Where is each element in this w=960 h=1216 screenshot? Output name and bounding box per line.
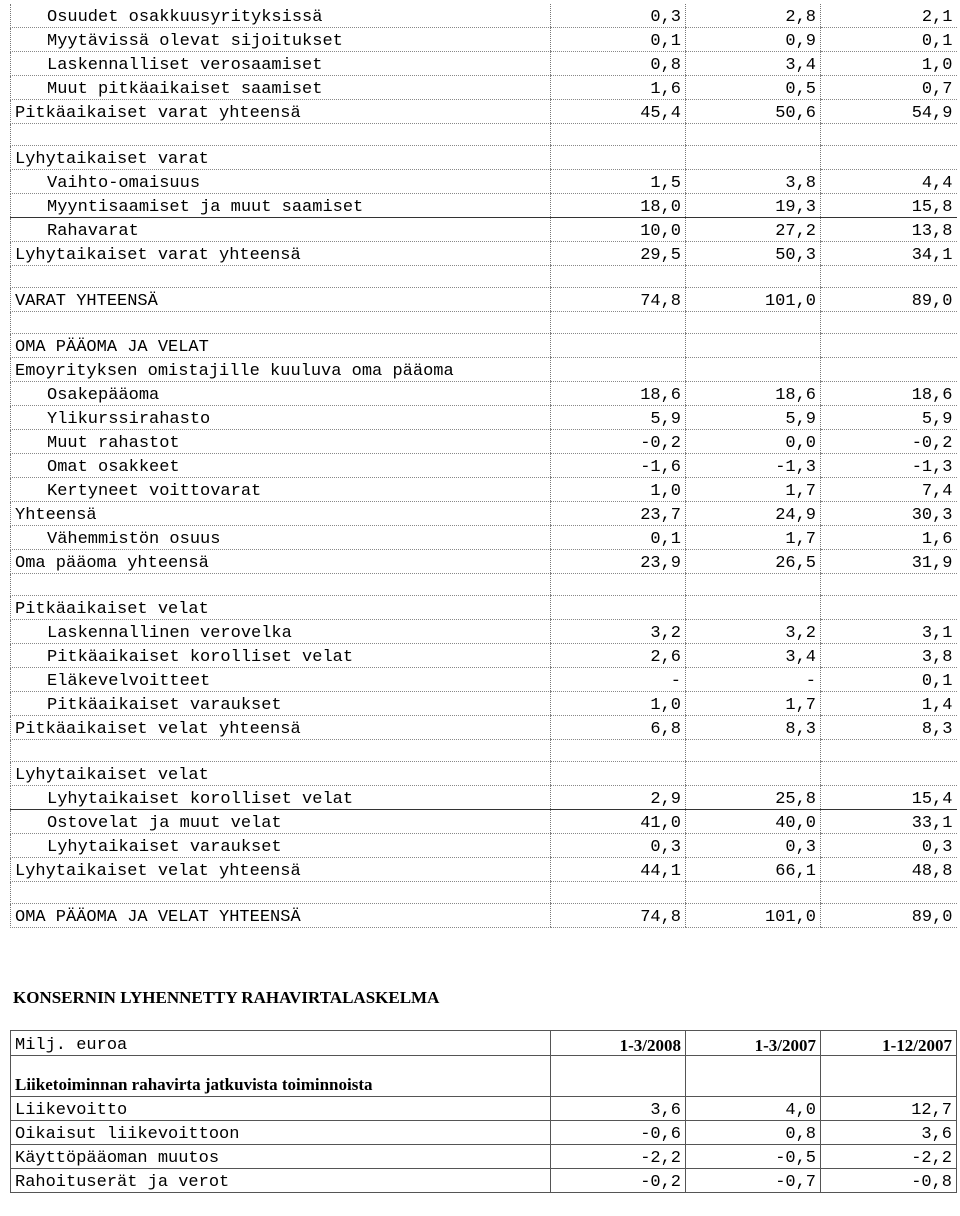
value-col-2: 26,5 <box>686 550 821 574</box>
table-row <box>11 620 957 644</box>
row-label: Käyttöpääoman muutos <box>11 1145 551 1169</box>
value-col-1: 3,2 <box>551 620 686 644</box>
section-title: Liiketoiminnan rahavirta jatkuvista toiminnoista <box>11 1056 551 1097</box>
value-col-3: 15,8 <box>821 194 957 218</box>
value-col-1 <box>551 740 686 762</box>
row-label: Muut rahastot <box>11 430 551 454</box>
row-label: OMA PÄÄOMA JA VELAT YHTEENSÄ <box>11 904 551 928</box>
table-row <box>11 596 957 620</box>
value-col-2 <box>686 334 821 358</box>
value-col-1: 44,1 <box>551 858 686 882</box>
value-col-2: 50,6 <box>686 100 821 124</box>
table-row <box>11 218 957 242</box>
section-title-row <box>11 1056 957 1097</box>
table-row <box>11 382 957 406</box>
value-col-3: 0,7 <box>821 76 957 100</box>
table-row <box>11 668 957 692</box>
value-col-2: 101,0 <box>686 288 821 312</box>
value-col-3: 13,8 <box>821 218 957 242</box>
value-col-2: 1,7 <box>686 526 821 550</box>
row-label: Lyhytaikaiset velat yhteensä <box>11 858 551 882</box>
value-col-1 <box>551 882 686 904</box>
value-col-1: -2,2 <box>551 1145 686 1169</box>
row-label: Vähemmistön osuus <box>11 526 551 550</box>
row-label: Pitkäaikaiset korolliset velat <box>11 644 551 668</box>
value-col-3 <box>821 358 957 382</box>
table-row <box>11 312 957 334</box>
value-col-3: 0,3 <box>821 834 957 858</box>
value-col-3: 89,0 <box>821 904 957 928</box>
value-col-1 <box>551 574 686 596</box>
row-label <box>11 312 551 334</box>
value-col-2: 19,3 <box>686 194 821 218</box>
value-col-3 <box>821 334 957 358</box>
row-label: Laskennallinen verovelka <box>11 620 551 644</box>
value-col-1 <box>551 312 686 334</box>
value-col-2 <box>686 358 821 382</box>
row-label: Rahavarat <box>11 218 551 242</box>
value-col-1: 5,9 <box>551 406 686 430</box>
row-label: Muut pitkäaikaiset saamiset <box>11 76 551 100</box>
value-col-2: - <box>686 668 821 692</box>
value-col-1: 23,9 <box>551 550 686 574</box>
row-label: Oikaisut liikevoittoon <box>11 1121 551 1145</box>
value-col-2: 18,6 <box>686 382 821 406</box>
row-label <box>11 574 551 596</box>
unit-label: Milj. euroa <box>11 1031 551 1056</box>
row-label: Lyhytaikaiset velat <box>11 762 551 786</box>
value-col-3: 8,3 <box>821 716 957 740</box>
value-col-1: 0,3 <box>551 4 686 28</box>
value-col-2 <box>686 146 821 170</box>
value-col-3: 54,9 <box>821 100 957 124</box>
value-col-1 <box>551 762 686 786</box>
table-row <box>11 100 957 124</box>
value-col-1 <box>551 334 686 358</box>
cash-flow-header-row <box>11 1031 957 1056</box>
value-col-3: 4,4 <box>821 170 957 194</box>
table-row <box>11 28 957 52</box>
value-col-2 <box>686 312 821 334</box>
value-col-2: 0,0 <box>686 430 821 454</box>
value-col-1: 10,0 <box>551 218 686 242</box>
value-col-2: 0,5 <box>686 76 821 100</box>
value-col-2 <box>686 574 821 596</box>
value-col-2: 3,4 <box>686 52 821 76</box>
value-col-2: 27,2 <box>686 218 821 242</box>
value-col-2: 1,7 <box>686 692 821 716</box>
row-label: Lyhytaikaiset varaukset <box>11 834 551 858</box>
column-header-3: 1-12/2007 <box>821 1031 957 1056</box>
value-col-2: 5,9 <box>686 406 821 430</box>
value-col-1: 29,5 <box>551 242 686 266</box>
table-row <box>11 692 957 716</box>
value-col-3: 15,4 <box>821 786 957 810</box>
row-label: Laskennalliset verosaamiset <box>11 52 551 76</box>
table-row <box>11 834 957 858</box>
row-label: Osuudet osakkuusyrityksissä <box>11 4 551 28</box>
row-label: Pitkäaikaiset velat yhteensä <box>11 716 551 740</box>
table-row <box>11 810 957 834</box>
table-row <box>11 288 957 312</box>
value-col-1: - <box>551 668 686 692</box>
row-label: Kertyneet voittovarat <box>11 478 551 502</box>
value-col-2: 1,7 <box>686 478 821 502</box>
table-row <box>11 358 957 382</box>
row-label: VARAT YHTEENSÄ <box>11 288 551 312</box>
value-col-3 <box>821 596 957 620</box>
row-label: OMA PÄÄOMA JA VELAT <box>11 334 551 358</box>
row-label: Pitkäaikaiset varaukset <box>11 692 551 716</box>
value-col-2: 4,0 <box>686 1097 821 1121</box>
value-col-3 <box>821 312 957 334</box>
value-col-2: -0,5 <box>686 1145 821 1169</box>
value-col-2 <box>686 740 821 762</box>
value-col-3: 89,0 <box>821 288 957 312</box>
value-col-3: 18,6 <box>821 382 957 406</box>
value-col-1: -0,2 <box>551 430 686 454</box>
balance-sheet-table <box>10 4 957 928</box>
value-col-1: 74,8 <box>551 288 686 312</box>
table-row <box>11 762 957 786</box>
value-col-2: 66,1 <box>686 858 821 882</box>
table-row <box>11 574 957 596</box>
row-label: Myyntisaamiset ja muut saamiset <box>11 194 551 218</box>
column-header-1: 1-3/2008 <box>551 1031 686 1056</box>
value-col-3: 3,8 <box>821 644 957 668</box>
table-row <box>11 146 957 170</box>
table-row <box>11 1145 957 1169</box>
row-label: Omat osakkeet <box>11 454 551 478</box>
cash-flow-body <box>11 1097 957 1193</box>
value-col-3 <box>821 266 957 288</box>
value-col-3 <box>821 882 957 904</box>
row-label: Ylikurssirahasto <box>11 406 551 430</box>
table-row <box>11 430 957 454</box>
value-col-2: -1,3 <box>686 454 821 478</box>
table-row <box>11 194 957 218</box>
table-row <box>11 266 957 288</box>
value-col-3 <box>821 574 957 596</box>
value-col-1: 1,0 <box>551 692 686 716</box>
table-row <box>11 334 957 358</box>
table-row <box>11 904 957 928</box>
row-label: Pitkäaikaiset varat yhteensä <box>11 100 551 124</box>
value-col-1 <box>551 266 686 288</box>
table-row <box>11 716 957 740</box>
value-col-1 <box>551 596 686 620</box>
row-label: Lyhytaikaiset varat <box>11 146 551 170</box>
value-col-2: 25,8 <box>686 786 821 810</box>
value-col-2 <box>686 266 821 288</box>
value-col-1: 3,6 <box>551 1097 686 1121</box>
value-col-3: 30,3 <box>821 502 957 526</box>
row-label: Emoyrityksen omistajille kuuluva oma pääoma <box>11 358 551 382</box>
value-col-3: -0,8 <box>821 1169 957 1193</box>
row-label: Pitkäaikaiset velat <box>11 596 551 620</box>
value-col-1: 0,3 <box>551 834 686 858</box>
value-col-3: 0,1 <box>821 28 957 52</box>
value-col-3: 7,4 <box>821 478 957 502</box>
value-col-3: 34,1 <box>821 242 957 266</box>
row-label: Osakepääoma <box>11 382 551 406</box>
value-col-2: 8,3 <box>686 716 821 740</box>
value-col-2: 3,4 <box>686 644 821 668</box>
row-label: Yhteensä <box>11 502 551 526</box>
value-col-1: 2,9 <box>551 786 686 810</box>
value-col-2: 0,8 <box>686 1121 821 1145</box>
value-col-2: 50,3 <box>686 242 821 266</box>
row-label: Lyhytaikaiset varat yhteensä <box>11 242 551 266</box>
value-col-2 <box>686 124 821 146</box>
row-label: Lyhytaikaiset korolliset velat <box>11 786 551 810</box>
value-col-3: -1,3 <box>821 454 957 478</box>
table-row <box>11 502 957 526</box>
row-label: Vaihto-omaisuus <box>11 170 551 194</box>
row-label: Eläkevelvoitteet <box>11 668 551 692</box>
value-col-2: 0,3 <box>686 834 821 858</box>
value-col-2: -0,7 <box>686 1169 821 1193</box>
value-col-1: 18,6 <box>551 382 686 406</box>
value-col-1: -0,6 <box>551 1121 686 1145</box>
table-row <box>11 740 957 762</box>
value-col-2: 2,8 <box>686 4 821 28</box>
value-col-3: 1,0 <box>821 52 957 76</box>
value-col-1: 23,7 <box>551 502 686 526</box>
table-row <box>11 52 957 76</box>
value-col-1: 0,8 <box>551 52 686 76</box>
value-col-2 <box>686 762 821 786</box>
value-col-1: 1,0 <box>551 478 686 502</box>
balance-sheet-body <box>11 4 957 928</box>
value-col-1: 2,6 <box>551 644 686 668</box>
table-row <box>11 882 957 904</box>
value-col-3 <box>821 762 957 786</box>
value-col-1: 41,0 <box>551 810 686 834</box>
value-col-2: 3,8 <box>686 170 821 194</box>
value-col-3: 12,7 <box>821 1097 957 1121</box>
value-col-1: 1,5 <box>551 170 686 194</box>
value-col-2: 24,9 <box>686 502 821 526</box>
value-col-3: -2,2 <box>821 1145 957 1169</box>
cash-flow-heading: KONSERNIN LYHENNETTY RAHAVIRTALASKELMA <box>13 988 440 1007</box>
value-col-1: 0,1 <box>551 526 686 550</box>
value-col-1 <box>551 146 686 170</box>
table-row <box>11 644 957 668</box>
row-label: Myytävissä olevat sijoitukset <box>11 28 551 52</box>
table-row <box>11 786 957 810</box>
value-col-2 <box>686 596 821 620</box>
value-col-3: 5,9 <box>821 406 957 430</box>
value-col-2: 3,2 <box>686 620 821 644</box>
row-label: Rahoituserät ja verot <box>11 1169 551 1193</box>
table-row <box>11 170 957 194</box>
value-col-2: 40,0 <box>686 810 821 834</box>
row-label <box>11 266 551 288</box>
value-col-3 <box>821 124 957 146</box>
value-col-1: 1,6 <box>551 76 686 100</box>
value-col-3: 48,8 <box>821 858 957 882</box>
table-row <box>11 1097 957 1121</box>
table-row <box>11 550 957 574</box>
value-col-1: 45,4 <box>551 100 686 124</box>
value-col-1: -1,6 <box>551 454 686 478</box>
value-col-2: 0,9 <box>686 28 821 52</box>
value-col-1 <box>551 124 686 146</box>
value-col-1: -0,2 <box>551 1169 686 1193</box>
value-col-3: 3,6 <box>821 1121 957 1145</box>
row-label <box>11 882 551 904</box>
table-row <box>11 242 957 266</box>
value-col-2: 101,0 <box>686 904 821 928</box>
value-col-3: 1,6 <box>821 526 957 550</box>
value-col-3 <box>821 146 957 170</box>
row-label: Ostovelat ja muut velat <box>11 810 551 834</box>
table-row <box>11 1121 957 1145</box>
value-col-3: 33,1 <box>821 810 957 834</box>
value-col-3: 31,9 <box>821 550 957 574</box>
cash-flow-table <box>10 1030 957 1193</box>
value-col-3: 1,4 <box>821 692 957 716</box>
table-row <box>11 406 957 430</box>
value-col-3: -0,2 <box>821 430 957 454</box>
value-col-1: 0,1 <box>551 28 686 52</box>
column-header-2: 1-3/2007 <box>686 1031 821 1056</box>
table-row <box>11 526 957 550</box>
value-col-1: 18,0 <box>551 194 686 218</box>
row-label <box>11 740 551 762</box>
value-col-1 <box>551 358 686 382</box>
value-col-3: 2,1 <box>821 4 957 28</box>
table-row <box>11 124 957 146</box>
row-label: Liikevoitto <box>11 1097 551 1121</box>
value-col-1: 74,8 <box>551 904 686 928</box>
table-row <box>11 1169 957 1193</box>
value-col-3 <box>821 740 957 762</box>
table-row <box>11 4 957 28</box>
table-row <box>11 858 957 882</box>
table-row <box>11 478 957 502</box>
value-col-3: 3,1 <box>821 620 957 644</box>
table-row <box>11 76 957 100</box>
value-col-1: 6,8 <box>551 716 686 740</box>
row-label <box>11 124 551 146</box>
row-label: Oma pääoma yhteensä <box>11 550 551 574</box>
value-col-3: 0,1 <box>821 668 957 692</box>
table-row <box>11 454 957 478</box>
value-col-2 <box>686 882 821 904</box>
